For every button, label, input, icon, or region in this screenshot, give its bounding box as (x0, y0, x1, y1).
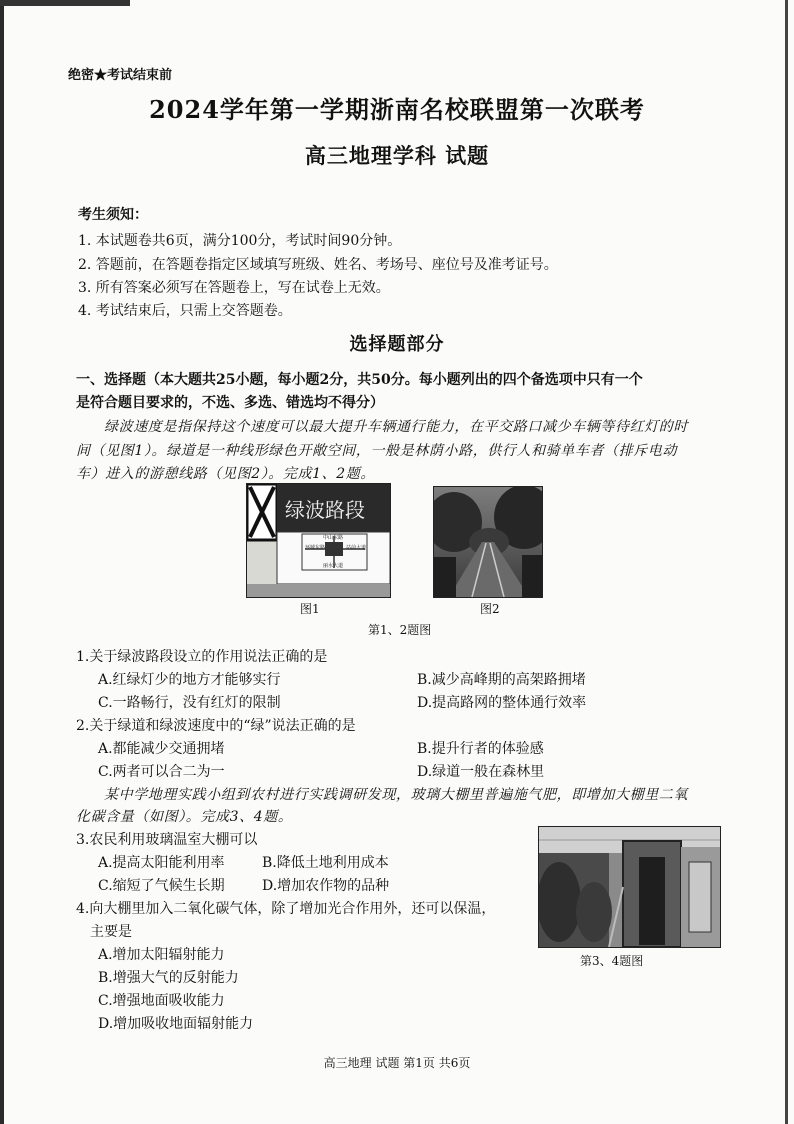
notice-item: 3. 所有答案必须写在答题卷上，写在试卷上无效。 (78, 280, 390, 296)
part-instructions-line1: 一、选择题（本大题共25小题，每小题2分，共50分。每小题列出的四个备选项中只有一个 (76, 372, 643, 388)
greenway-image (434, 487, 542, 597)
question-4-option-c: C.增强地面吸收能力 (98, 993, 225, 1009)
sign-road-south: 丽水大道 (323, 563, 344, 569)
scan-edge-top (0, 0, 130, 6)
sign-title: 绿波路段 (285, 498, 365, 522)
question-3-option-b: B.降低土地利用成本 (262, 855, 389, 871)
notice-heading: 考生须知： (78, 207, 148, 223)
question-1-option-c: C.一路畅行，没有红灯的限制 (98, 695, 281, 711)
figure-3-4-caption: 第3、4题图 (580, 954, 644, 968)
passage1-line: 间（见图1）。绿道是一种线形绿色开敞空间，一般是林荫小路，供行人和骑单车者（排斥电动 (76, 443, 678, 459)
greenhouse-image (539, 827, 720, 947)
question-2-option-d: D.绿道一般在森林里 (417, 764, 545, 780)
passage1-line: 车）进入的游憩线路（见图2）。完成1、2题。 (76, 466, 375, 482)
figure-1-caption: 图1 (300, 602, 320, 616)
page-footer: 高三地理 试题 第1页 共6页 (323, 1056, 471, 1070)
part-instructions-line2: 是符合题目要求的，不选、多选、错选均不得分） (76, 395, 384, 411)
figure-2-caption: 图2 (480, 602, 500, 616)
notice-item: 2. 答题前，在答题卷指定区域填写班级、姓名、考场号、座位号及准考证号。 (78, 257, 558, 273)
question-3-option-d: D.增加农作物的品种 (262, 878, 390, 894)
question-4-stem-cont: 主要是 (90, 924, 132, 940)
figure-2-greenway-photo (433, 486, 543, 598)
exam-subtitle: 高三地理学科 试题 (304, 143, 490, 168)
question-1-stem: 1.关于绿波路段设立的作用说法正确的是 (76, 649, 328, 665)
question-4-option-d: D.增加吸收地面辐射能力 (98, 1016, 254, 1032)
question-4-option-b: B.增强大气的反射能力 (98, 970, 239, 986)
figure-1-green-wave-sign (246, 483, 391, 598)
sign-road-north: 中山东路 (323, 535, 344, 541)
question-1-option-a: A.红绿灯少的地方才能够实行 (98, 672, 281, 688)
figures-1-2-group-caption: 第1、2题图 (368, 623, 432, 637)
question-4-stem: 4.向大棚里加入二氧化碳气体，除了增加光合作用外，还可以保温， (76, 901, 496, 917)
question-2-option-c: C.两者可以合二为一 (98, 764, 225, 780)
passage2-line: 化碳含量（如图）。完成3、4题。 (76, 809, 293, 825)
question-1-option-d: D.提高路网的整体通行效率 (417, 695, 587, 711)
question-3-stem: 3.农民利用玻璃温室大棚可以 (76, 832, 258, 848)
question-3-option-c: C.缩短了气候生长期 (98, 878, 225, 894)
question-1-option-b: B.减少高峰期的高架路拥堵 (417, 672, 586, 688)
question-2-option-a: A.都能减少交通拥堵 (98, 741, 225, 757)
question-3-option-a: A.提高太阳能利用率 (98, 855, 225, 871)
sign-road-west: 环城东路 (305, 545, 326, 551)
question-2-stem: 2.关于绿道和绿波速度中的“绿”说法正确的是 (76, 718, 356, 734)
figure-3-4-greenhouse-photo (538, 826, 721, 948)
confidential-mark: 绝密★考试结束前 (68, 68, 173, 83)
passage2-line: 某中学地理实践小组到农村进行实践调研发现，玻璃大棚里普遍施气肥，即增加大棚里二氧 (104, 787, 688, 803)
sign-road-east: 站前大道 (346, 545, 367, 551)
notice-item: 4. 考试结束后，只需上交答题卷。 (78, 303, 292, 319)
section-title: 选择题部分 (349, 334, 445, 355)
notice-item: 1. 本试题卷共6页，满分100分，考试时间90分钟。 (78, 233, 402, 249)
question-2-option-b: B.提升行者的体验感 (417, 741, 544, 757)
question-4-option-a: A.增加太阳辐射能力 (98, 947, 225, 963)
passage1-line: 绿波速度是指保持这个速度可以最大提升车辆通行能力，在平交路口减少车辆等待红灯的时 (104, 419, 688, 435)
exam-title: 2024学年第一学期浙南名校联盟第一次联考 (149, 95, 645, 124)
